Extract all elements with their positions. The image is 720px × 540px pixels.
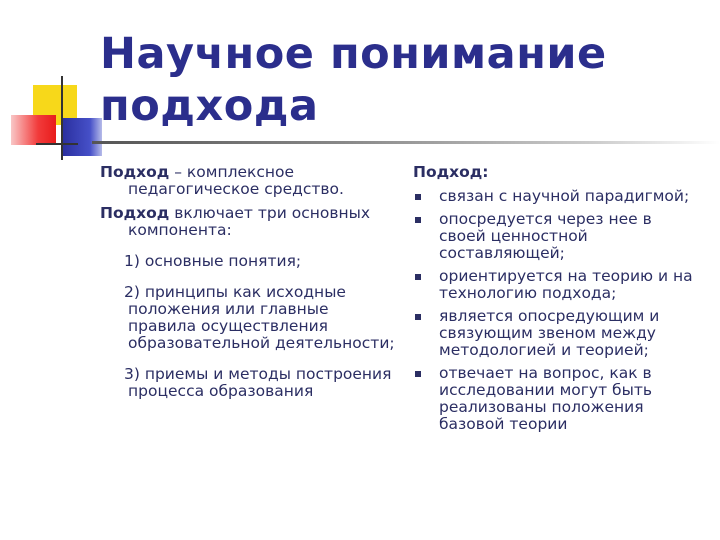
- square-bullet-icon: [415, 217, 421, 223]
- right-heading: Подход:: [413, 163, 489, 181]
- components-paragraph: [100, 205, 395, 239]
- component-item-1: 1) основные понятия;: [124, 252, 302, 270]
- list-item-text: опосредуется через нее в своей ценностной составляющей;: [439, 210, 652, 262]
- decor-red-square: [11, 115, 56, 145]
- slide-title: Научное понимание подхода: [100, 29, 607, 131]
- square-bullet-icon: [415, 194, 421, 200]
- title-divider-line: [92, 141, 720, 144]
- component-item-2: 2) принципы как исходные положения или главные правила осуществления образовательной деятельности;: [124, 283, 395, 352]
- decor-blue-square: [62, 118, 102, 156]
- list-item-text: связан с научной парадигмой;: [439, 187, 690, 205]
- decor-horizontal-line: [36, 143, 78, 145]
- list-item: [413, 308, 703, 359]
- components-text: включает три основных компонента:: [128, 204, 371, 239]
- list-item-text: ориентируется на теорию и на технологию подхода;: [439, 267, 693, 302]
- properties-list: [413, 188, 703, 433]
- right-column: [413, 164, 703, 439]
- square-bullet-icon: [415, 314, 421, 320]
- square-bullet-icon: [415, 371, 421, 377]
- component-item-3: 3) приемы и методы построения процесса образования: [124, 365, 392, 400]
- list-item-text: отвечает на вопрос, как в исследовании могут быть реализованы положения базовой теории: [439, 364, 653, 433]
- square-bullet-icon: [415, 274, 421, 280]
- decor-vertical-line: [61, 76, 63, 160]
- definition-paragraph: [100, 164, 395, 198]
- list-item: [413, 211, 703, 262]
- components-term: Подход: [100, 204, 170, 222]
- definition-term: Подход: [100, 163, 170, 181]
- list-item: [413, 365, 703, 433]
- list-item: [413, 268, 703, 302]
- list-item: [413, 188, 703, 205]
- list-item-text: является опосредующим и связующим звеном между методологией и теорией;: [439, 307, 660, 359]
- left-column: [100, 164, 395, 400]
- definition-text: – комплексное педагогическое средство.: [128, 163, 344, 198]
